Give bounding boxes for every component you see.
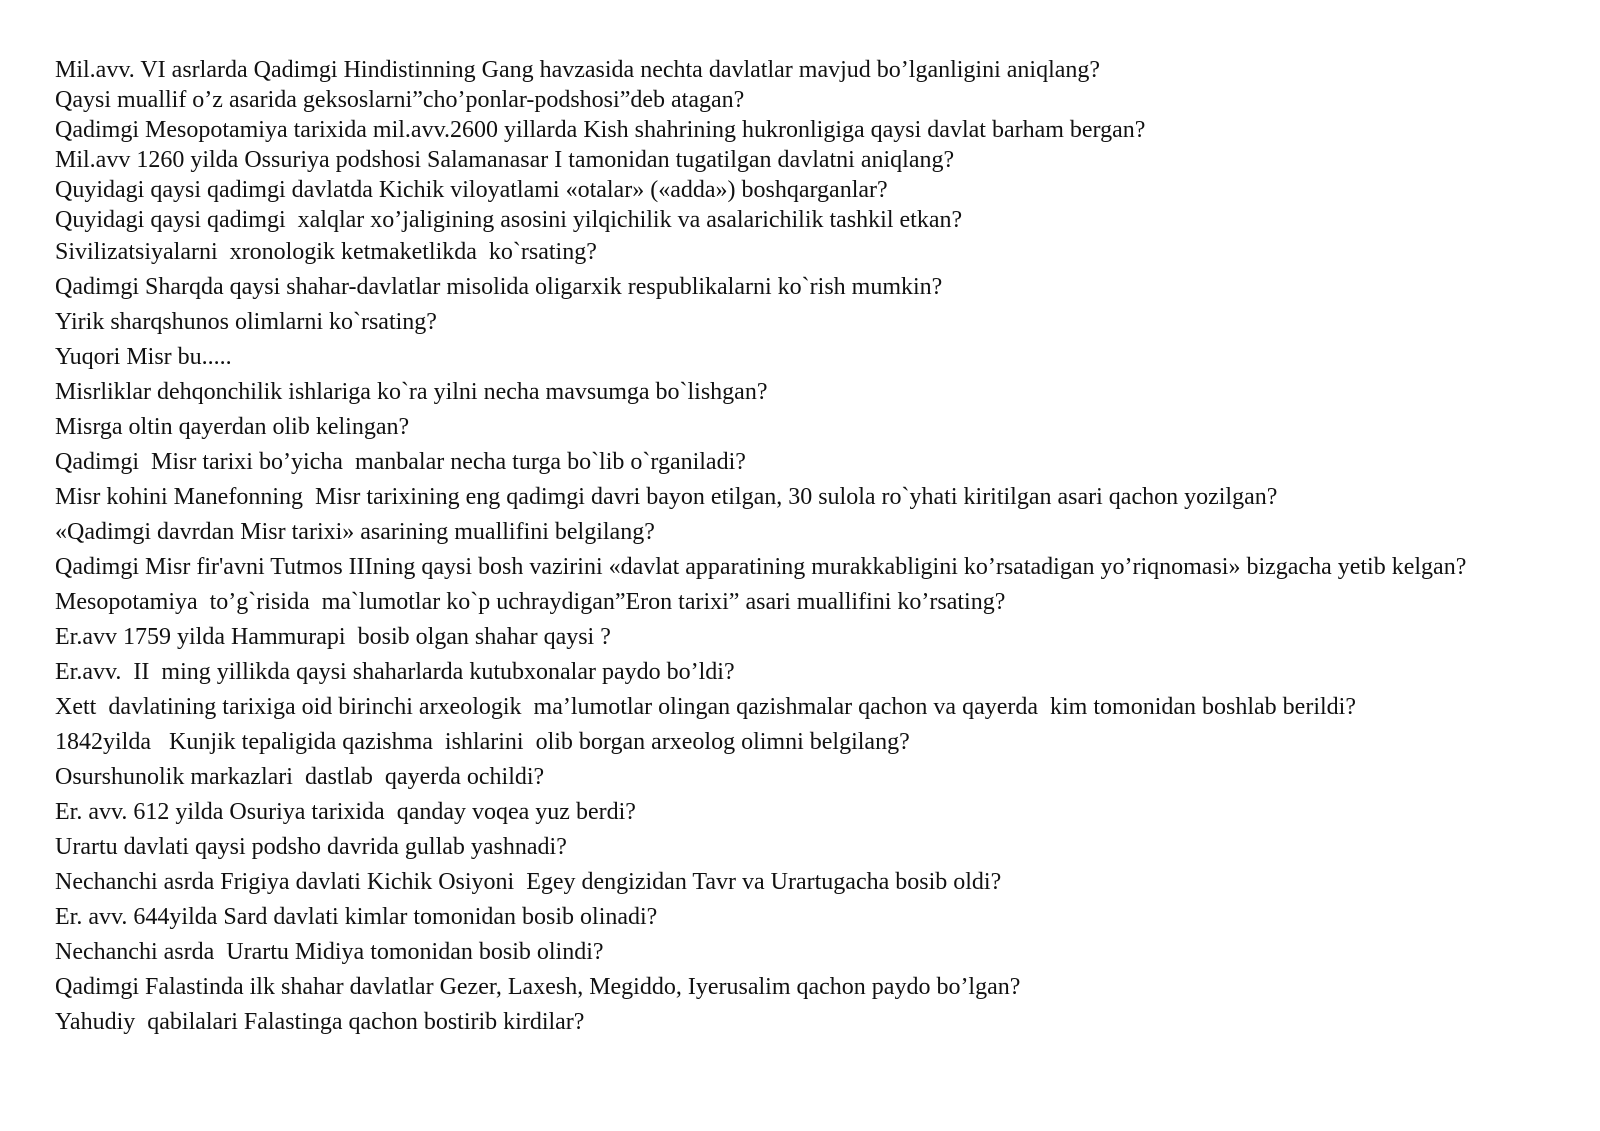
question-line: Mil.avv. VI asrlarda Qadimgi Hindistinning Gang havzasida nechta davlatlar mavjud bo’lganligini aniqlang? <box>55 57 1101 83</box>
question-line: 1842yilda Kunjik tepaligida qazishma ishlarini olib borgan arxeolog olimni belgilang? <box>55 729 910 755</box>
question-line: Xett davlatining tarixiga oid birinchi arxeologik ma’lumotlar olingan qazishmalar qachon va qayerda kim tomonidan boshlab berildi? <box>55 694 1356 720</box>
question-line: Nechanchi asrda Frigiya davlati Kichik Osiyoni Egey dengizidan Tavr va Urartugacha bosib oldi? <box>55 869 1002 895</box>
question-line: Misr kohini Manefonning Misr tarixining eng qadimgi davri bayon etilgan, 30 sulola ro`yhati kiritilgan asari qachon yozilgan? <box>55 484 1278 510</box>
question-line: Quyidagi qaysi qadimgi xalqlar xo’jaligining asosini yilqichilik va asalarichilik tashkil etkan? <box>55 207 963 233</box>
question-line: Osurshunolik markazlari dastlab qayerda ochildi? <box>55 764 545 790</box>
question-line: Nechanchi asrda Urartu Midiya tomonidan bosib olindi? <box>55 939 604 965</box>
question-line: Qadimgi Misr tarixi bo’yicha manbalar necha turga bo`lib o`rganiladi? <box>55 449 746 475</box>
question-line: Er.avv. II ming yillikda qaysi shaharlarda kutubxonalar paydo bo’ldi? <box>55 659 735 685</box>
question-line: «Qadimgi davrdan Misr tarixi» asarining muallifini belgilang? <box>55 519 655 545</box>
question-line: Qadimgi Falastinda ilk shahar davlatlar Gezer, Laxesh, Megiddo, Iyerusalim qachon paydo bo’lgan? <box>55 974 1021 1000</box>
question-line: Yirik sharqshunos olimlarni ko`rsating? <box>55 309 437 335</box>
question-line: Er.avv 1759 yilda Hammurapi bosib olgan shahar qaysi ? <box>55 624 611 650</box>
question-line: Quyidagi qaysi qadimgi davlatda Kichik viloyatlami «otalar» («adda») boshqarganlar? <box>55 177 888 203</box>
question-line: Qadimgi Sharqda qaysi shahar-davlatlar misolida oligarxik respublikalarni ko`rish mumkin? <box>55 274 943 300</box>
question-line: Misrga oltin qayerdan olib kelingan? <box>55 414 410 440</box>
question-line: Qadimgi Misr fir'avni Tutmos IIIning qaysi bosh vazirini «davlat apparatining murakkabligini ko’rsatadigan yo’riqnomasi» bizgacha yetib kelgan? <box>55 554 1467 580</box>
question-line: Er. avv. 612 yilda Osuriya tarixida qanday voqea yuz berdi? <box>55 799 636 825</box>
question-line: Yuqori Misr bu..... <box>55 344 232 370</box>
question-line: Mil.avv 1260 yilda Ossuriya podshosi Salamanasar I tamonidan tugatilgan davlatni aniqlang? <box>55 147 955 173</box>
question-line: Sivilizatsiyalarni xronologik ketmaketlikda ko`rsating? <box>55 239 597 265</box>
question-line: Qaysi muallif o’z asarida geksoslarni”cho’ponlar-podshosi”deb atagan? <box>55 87 745 113</box>
question-line: Misrliklar dehqonchilik ishlariga ko`ra yilni necha mavsumga bo`lishgan? <box>55 379 768 405</box>
question-list <box>55 55 1555 1040</box>
question-line: Urartu davlati qaysi podsho davrida gullab yashnadi? <box>55 834 567 860</box>
question-line: Qadimgi Mesopotamiya tarixida mil.avv.2600 yillarda Kish shahrining hukronligiga qaysi davlat barham bergan? <box>55 117 1146 143</box>
question-line: Er. avv. 644yilda Sard davlati kimlar tomonidan bosib olinadi? <box>55 904 658 930</box>
question-line: Yahudiy qabilalari Falastinga qachon bostirib kirdilar? <box>55 1009 585 1035</box>
question-line: Mesopotamiya to’g`risida ma`lumotlar ko`p uchraydigan”Eron tarixi” asari muallifini ko’rsating? <box>55 589 1006 615</box>
